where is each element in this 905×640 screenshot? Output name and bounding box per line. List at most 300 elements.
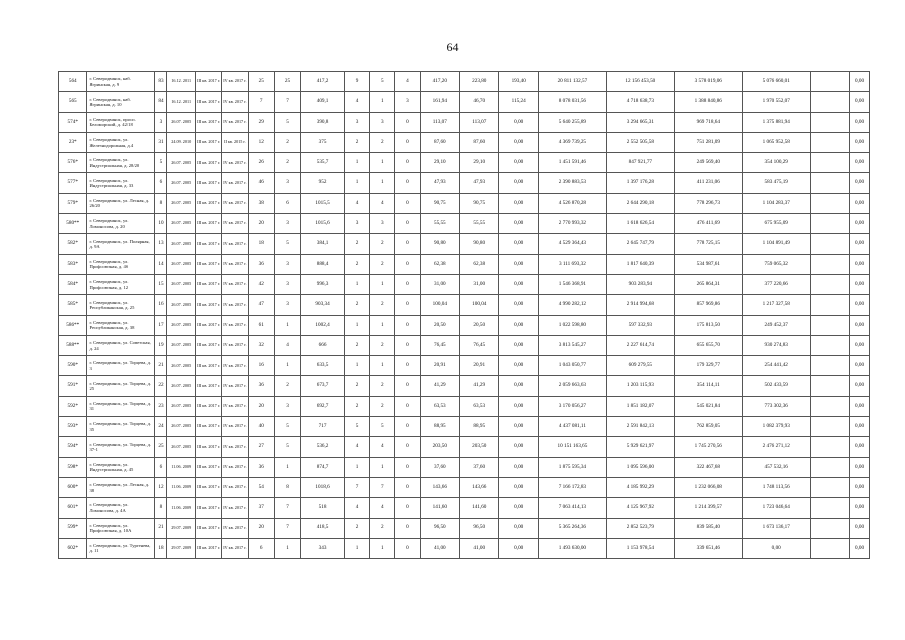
cell-p4 (810, 477, 849, 497)
cell-v1: 26 (248, 153, 274, 173)
cell-c1: III кв. 2017 г. (195, 315, 221, 335)
cell-c2: IV кв. 2017 г. (222, 376, 248, 396)
cell-c: 3 (395, 92, 420, 112)
cell-id: 574* (59, 112, 87, 132)
cell-area: 952 (301, 173, 345, 193)
cell-p2: 762 859,05 (674, 417, 742, 437)
cell-p1: 12 156 453,50 (606, 72, 674, 92)
cell-c1: III кв. 2017 г. (195, 173, 221, 193)
cell-v1: 20 (248, 396, 274, 416)
cell-s2: 31,00 (460, 274, 499, 294)
cell-c: 0 (395, 214, 420, 234)
cell-cost: 4 369 739,25 (538, 132, 606, 152)
cell-p3: 1 723 046,64 (742, 498, 810, 518)
cell-p3: 1 082 379,93 (742, 417, 810, 437)
cell-s1: 20,50 (420, 315, 459, 335)
cell-address: г. Северодвинск, ул. Торцева, д. 31 (87, 396, 155, 416)
cell-id: 590* (59, 356, 87, 376)
cell-date: 11.06. 2009 (167, 477, 195, 497)
cell-a: 1 (344, 356, 369, 376)
cell-b: 4 (370, 498, 395, 518)
cell-address: г. Северодвинск, ул. Профсоюзная, д. 4б (87, 254, 155, 274)
cell-z1: 0,00 (850, 214, 870, 234)
cell-s3: 0,00 (499, 295, 538, 315)
table-row (59, 396, 870, 416)
cell-s1: 90,80 (420, 234, 459, 254)
cell-p3: 2 476 271,12 (742, 437, 810, 457)
cell-c1: III кв. 2017 г. (195, 457, 221, 477)
cell-s2: 76,45 (460, 335, 499, 355)
cell-s1: 141,60 (420, 498, 459, 518)
cell-area: 1015,6 (301, 214, 345, 234)
cell-a: 1 (344, 315, 369, 335)
cell-p4 (810, 214, 849, 234)
cell-c2: IV кв. 2017 г. (222, 72, 248, 92)
cell-s1: 143,66 (420, 477, 459, 497)
table-row (59, 376, 870, 396)
cell-v2: 5 (274, 437, 300, 457)
cell-s1: 29,10 (420, 153, 459, 173)
cell-a: 2 (344, 335, 369, 355)
cell-address: г. Северодвинск, ул. Республиканская, д. 38 (87, 315, 155, 335)
cell-c: 0 (395, 417, 420, 437)
cell-address: г. Северодвинск, ул. Лесная, д. 38 (87, 477, 155, 497)
cell-date: 16.12. 2011 (167, 72, 195, 92)
cell-c1: III кв. 2017 г. (195, 538, 221, 558)
cell-c2: IV кв. 2017 г. (222, 193, 248, 213)
cell-c2: II кв. 2015 г. (222, 132, 248, 152)
cell-area: 996,3 (301, 274, 345, 294)
cell-v2: 7 (274, 518, 300, 538)
cell-cost: 1 043 050,77 (538, 356, 606, 376)
cell-s3: 0,00 (499, 274, 538, 294)
cell-s2: 113,07 (460, 112, 499, 132)
cell-p4 (810, 437, 849, 457)
cell-n: 84 (155, 92, 167, 112)
cell-c: 0 (395, 112, 420, 132)
cell-c1: III кв. 2017 г. (195, 295, 221, 315)
cell-z1: 0,00 (850, 315, 870, 335)
cell-c1: III кв. 2017 г. (195, 274, 221, 294)
cell-address: г. Северодвинск, ул. Торцева, д. 35 (87, 417, 155, 437)
cell-a: 4 (344, 193, 369, 213)
cell-p3: 1 065 952,58 (742, 132, 810, 152)
cell-s2: 143,66 (460, 477, 499, 497)
cell-b: 2 (370, 295, 395, 315)
cell-p2: 265 864,31 (674, 274, 742, 294)
cell-p3: 1 375 881,94 (742, 112, 810, 132)
cell-c2: IV кв. 2017 г. (222, 92, 248, 112)
cell-c: 0 (395, 396, 420, 416)
cell-c1: III кв. 2017 г. (195, 356, 221, 376)
cell-cost: 7 063 414,13 (538, 498, 606, 518)
cell-a: 4 (344, 498, 369, 518)
cell-id: 600* (59, 477, 87, 497)
cell-v1: 46 (248, 173, 274, 193)
cell-s1: 100,04 (420, 295, 459, 315)
cell-n: 31 (155, 132, 167, 152)
cell-area: 536,2 (301, 437, 345, 457)
cell-c1: III кв. 2017 г. (195, 498, 221, 518)
cell-v2: 5 (274, 234, 300, 254)
cell-p2: 3 578 019,06 (674, 72, 742, 92)
cell-p3: 1 217 327,58 (742, 295, 810, 315)
cell-p2: 778 296,73 (674, 193, 742, 213)
cell-address: г. Северодвинск, ул. Ломоносова, д. 20 (87, 214, 155, 234)
cell-address: г. Северодвинск, ул. Индустриальная, д. 33 (87, 173, 155, 193)
cell-b: 2 (370, 396, 395, 416)
cell-a: 1 (344, 173, 369, 193)
cell-a: 9 (344, 72, 369, 92)
cell-z1: 0,00 (850, 274, 870, 294)
cell-p3: 377 220,66 (742, 274, 810, 294)
cell-address: г. Северодвинск, ул. Полярная, д. 9А (87, 234, 155, 254)
cell-area: 343 (301, 538, 345, 558)
cell-cost: 5 640 255,89 (538, 112, 606, 132)
cell-c2: IV кв. 2017 г. (222, 538, 248, 558)
cell-s1: 87,60 (420, 132, 459, 152)
cell-p4 (810, 417, 849, 437)
cell-area: 384,1 (301, 234, 345, 254)
cell-s1: 417,20 (420, 72, 459, 92)
cell-p3: 1 104 891,49 (742, 234, 810, 254)
cell-date: 29.07. 2009 (167, 538, 195, 558)
cell-id: 602* (59, 538, 87, 558)
cell-v2: 2 (274, 132, 300, 152)
cell-z1: 0,00 (850, 417, 870, 437)
cell-c: 0 (395, 193, 420, 213)
cell-s3: 0,00 (499, 356, 538, 376)
cell-p1: 2 591 842,13 (606, 417, 674, 437)
cell-z1: 0,00 (850, 356, 870, 376)
cell-s2: 55,55 (460, 214, 499, 234)
cell-c1: III кв. 2017 г. (195, 92, 221, 112)
cell-id: 583* (59, 254, 87, 274)
cell-p4 (810, 335, 849, 355)
cell-z1: 0,00 (850, 153, 870, 173)
table-row (59, 234, 870, 254)
cell-c2: IV кв. 2017 г. (222, 173, 248, 193)
cell-date: 29.07. 2009 (167, 518, 195, 538)
cell-cost: 1 022 598,80 (538, 315, 606, 335)
cell-v1: 40 (248, 417, 274, 437)
cell-c1: III кв. 2017 г. (195, 417, 221, 437)
cell-cost: 1 451 591,46 (538, 153, 606, 173)
cell-area: 888,4 (301, 254, 345, 274)
cell-p3: 675 955,09 (742, 214, 810, 234)
cell-c: 0 (395, 356, 420, 376)
cell-a: 1 (344, 457, 369, 477)
cell-id: 564 (59, 72, 87, 92)
cell-n: 6 (155, 173, 167, 193)
cell-area: 666 (301, 335, 345, 355)
cell-v1: 18 (248, 234, 274, 254)
table-row (59, 153, 870, 173)
table-row (59, 214, 870, 234)
cell-area: 633,5 (301, 356, 345, 376)
cell-p1: 4 125 967,92 (606, 498, 674, 518)
page-number: 64 (446, 40, 459, 54)
cell-area: 375 (301, 132, 345, 152)
cell-v1: 20 (248, 518, 274, 538)
cell-area: 1018,6 (301, 477, 345, 497)
cell-c: 0 (395, 518, 420, 538)
cell-c2: IV кв. 2017 г. (222, 315, 248, 335)
cell-s2: 37,60 (460, 457, 499, 477)
cell-p1: 1 618 626,54 (606, 214, 674, 234)
cell-p3: 759 065,32 (742, 254, 810, 274)
cell-v2: 5 (274, 417, 300, 437)
cell-p4 (810, 92, 849, 112)
cell-s3: 0,00 (499, 437, 538, 457)
cell-id: 599* (59, 518, 87, 538)
cell-b: 1 (370, 173, 395, 193)
cell-address: г. Северодвинск, ул. Профсоюзная, д. 10А (87, 518, 155, 538)
cell-area: 673,7 (301, 376, 345, 396)
cell-c2: IV кв. 2017 г. (222, 477, 248, 497)
cell-c2: IV кв. 2017 г. (222, 153, 248, 173)
cell-c: 0 (395, 274, 420, 294)
cell-p4 (810, 274, 849, 294)
cell-s2: 90,80 (460, 234, 499, 254)
table-row (59, 112, 870, 132)
cell-z1: 0,00 (850, 396, 870, 416)
cell-s1: 90,75 (420, 193, 459, 213)
cell-s3: 0,00 (499, 477, 538, 497)
cell-v2: 3 (274, 214, 300, 234)
cell-p2: 1 214 399,57 (674, 498, 742, 518)
cell-p4 (810, 132, 849, 152)
cell-z1: 0,00 (850, 477, 870, 497)
cell-v1: 6 (248, 538, 274, 558)
cell-s2: 20,91 (460, 356, 499, 376)
cell-p1: 609 279,55 (606, 356, 674, 376)
cell-p4 (810, 72, 849, 92)
cell-p2: 969 718,64 (674, 112, 742, 132)
cell-p1: 2 852 523,79 (606, 518, 674, 538)
table-row (59, 295, 870, 315)
cell-p4 (810, 518, 849, 538)
table-row (59, 132, 870, 152)
table-row (59, 477, 870, 497)
cell-s2: 41,00 (460, 538, 499, 558)
cell-p3: 1 970 552,07 (742, 92, 810, 112)
cell-s1: 88,95 (420, 417, 459, 437)
cell-cost: 2 059 663,63 (538, 376, 606, 396)
cell-cost: 8 078 031,56 (538, 92, 606, 112)
cell-b: 1 (370, 538, 395, 558)
cell-n: 14 (155, 254, 167, 274)
cell-s1: 76,45 (420, 335, 459, 355)
cell-c2: IV кв. 2017 г. (222, 254, 248, 274)
cell-p3: 1 748 113,56 (742, 477, 810, 497)
table-row (59, 274, 870, 294)
cell-p1: 597 332,93 (606, 315, 674, 335)
cell-z1: 0,00 (850, 132, 870, 152)
cell-s1: 113,07 (420, 112, 459, 132)
cell-p2: 1 388 840,86 (674, 92, 742, 112)
cell-b: 5 (370, 72, 395, 92)
cell-area: 417,2 (301, 72, 345, 92)
cell-c2: IV кв. 2017 г. (222, 437, 248, 457)
cell-area: 390,8 (301, 112, 345, 132)
cell-a: 2 (344, 376, 369, 396)
cell-v2: 7 (274, 92, 300, 112)
cell-date: 26.07. 2005 (167, 214, 195, 234)
cell-date: 16.12. 2011 (167, 92, 195, 112)
cell-p2: 839 585,40 (674, 518, 742, 538)
cell-address: г. Северодвинск, ул. Торцева, д. 25 (87, 376, 155, 396)
cell-area: 418,5 (301, 518, 345, 538)
cell-c1: III кв. 2017 г. (195, 132, 221, 152)
cell-p3: 0,00 (742, 538, 810, 558)
cell-z1: 0,00 (850, 498, 870, 518)
cell-v2: 3 (274, 295, 300, 315)
cell-s1: 63,53 (420, 396, 459, 416)
cell-n: 16 (155, 295, 167, 315)
cell-s3: 0,00 (499, 498, 538, 518)
cell-p1: 2 914 994,68 (606, 295, 674, 315)
cell-v1: 47 (248, 295, 274, 315)
cell-c: 0 (395, 173, 420, 193)
cell-c: 0 (395, 376, 420, 396)
cell-n: 23 (155, 396, 167, 416)
cell-p3: 354 100,29 (742, 153, 810, 173)
cell-b: 2 (370, 132, 395, 152)
cell-b: 4 (370, 193, 395, 213)
cell-n: 19 (155, 335, 167, 355)
cell-c: 0 (395, 295, 420, 315)
cell-n: 5 (155, 153, 167, 173)
cell-id: 577* (59, 173, 87, 193)
cell-b: 3 (370, 112, 395, 132)
cell-c: 0 (395, 457, 420, 477)
cell-c2: IV кв. 2017 г. (222, 234, 248, 254)
table-row (59, 518, 870, 538)
cell-v2: 6 (274, 193, 300, 213)
cell-p1: 903 283,94 (606, 274, 674, 294)
cell-p2: 857 969,86 (674, 295, 742, 315)
cell-cost: 3 111 693,32 (538, 254, 606, 274)
cell-p1: 847 921,77 (606, 153, 674, 173)
cell-cost: 4 437 081,11 (538, 417, 606, 437)
cell-c2: IV кв. 2017 г. (222, 498, 248, 518)
cell-a: 3 (344, 112, 369, 132)
cell-p2: 1 232 066,08 (674, 477, 742, 497)
cell-p3: 254 441,42 (742, 356, 810, 376)
cell-s2: 203,50 (460, 437, 499, 457)
cell-p3: 249 452,37 (742, 315, 810, 335)
cell-address: г. Северодвинск, ул. Железнодорожная, д.4 (87, 132, 155, 152)
cell-s3: 193,40 (499, 72, 538, 92)
cell-p4 (810, 538, 849, 558)
cell-p1: 1 817 640,39 (606, 254, 674, 274)
cell-s3: 0,00 (499, 417, 538, 437)
cell-date: 26.07. 2005 (167, 437, 195, 457)
cell-area: 874,7 (301, 457, 345, 477)
cell-n: 3 (155, 112, 167, 132)
cell-date: 26.07. 2005 (167, 295, 195, 315)
cell-b: 2 (370, 335, 395, 355)
table-row (59, 335, 870, 355)
cell-s1: 203,50 (420, 437, 459, 457)
cell-v2: 7 (274, 498, 300, 518)
cell-a: 5 (344, 417, 369, 437)
cell-p4 (810, 376, 849, 396)
cell-c2: IV кв. 2017 г. (222, 112, 248, 132)
table-row (59, 72, 870, 92)
cell-c1: III кв. 2017 г. (195, 72, 221, 92)
cell-v2: 3 (274, 274, 300, 294)
cell-c1: III кв. 2017 г. (195, 214, 221, 234)
cell-cost: 2 390 883,53 (538, 173, 606, 193)
cell-id: 585* (59, 295, 87, 315)
cell-z1: 0,00 (850, 72, 870, 92)
cell-s1: 62,38 (420, 254, 459, 274)
cell-address: г. Северодвинск, наб. Ягринская, д. 10 (87, 92, 155, 112)
cell-p1: 2 552 505,58 (606, 132, 674, 152)
cell-address: г. Северодвинск, ул. Советская, д. 24 (87, 335, 155, 355)
cell-area: 1015,5 (301, 193, 345, 213)
cell-s1: 41,29 (420, 376, 459, 396)
cell-id: 592* (59, 396, 87, 416)
cell-cost: 2 770 993,32 (538, 214, 606, 234)
cell-a: 2 (344, 295, 369, 315)
cell-c1: III кв. 2017 г. (195, 396, 221, 416)
cell-s3: 0,00 (499, 173, 538, 193)
cell-id: 580** (59, 214, 87, 234)
table-row (59, 498, 870, 518)
cell-v1: 27 (248, 437, 274, 457)
cell-c1: III кв. 2017 г. (195, 376, 221, 396)
cell-c2: IV кв. 2017 г. (222, 457, 248, 477)
cell-n: 15 (155, 274, 167, 294)
cell-v2: 3 (274, 396, 300, 416)
cell-p1: 2 644 290,18 (606, 193, 674, 213)
table-row (59, 315, 870, 335)
cell-s2: 20,50 (460, 315, 499, 335)
cell-address: г. Северодвинск, ул. Лесная, д. 26/20 (87, 193, 155, 213)
cell-p4 (810, 112, 849, 132)
cell-p2: 179 329,77 (674, 356, 742, 376)
cell-s2: 90,75 (460, 193, 499, 213)
cell-p3: 1 104 283,37 (742, 193, 810, 213)
cell-s3: 0,00 (499, 214, 538, 234)
cell-s3: 0,00 (499, 538, 538, 558)
table-row (59, 437, 870, 457)
cell-p1: 1 153 978,54 (606, 538, 674, 558)
cell-b: 1 (370, 356, 395, 376)
cell-c2: IV кв. 2017 г. (222, 417, 248, 437)
cell-date: 26.07. 2005 (167, 173, 195, 193)
cell-date: 26.07. 2005 (167, 315, 195, 335)
cell-id: 584* (59, 274, 87, 294)
cell-date: 26.07. 2005 (167, 356, 195, 376)
cell-c1: III кв. 2017 г. (195, 254, 221, 274)
cell-date: 24.09. 2010 (167, 132, 195, 152)
cell-v2: 3 (274, 254, 300, 274)
cell-id: 579* (59, 193, 87, 213)
cell-s3: 0,00 (499, 132, 538, 152)
cell-v2: 1 (274, 538, 300, 558)
cell-s2: 100,04 (460, 295, 499, 315)
cell-s1: 47,93 (420, 173, 459, 193)
cell-n: 25 (155, 437, 167, 457)
cell-z1: 0,00 (850, 335, 870, 355)
cell-c1: III кв. 2017 г. (195, 335, 221, 355)
cell-v1: 36 (248, 457, 274, 477)
cell-p4 (810, 457, 849, 477)
